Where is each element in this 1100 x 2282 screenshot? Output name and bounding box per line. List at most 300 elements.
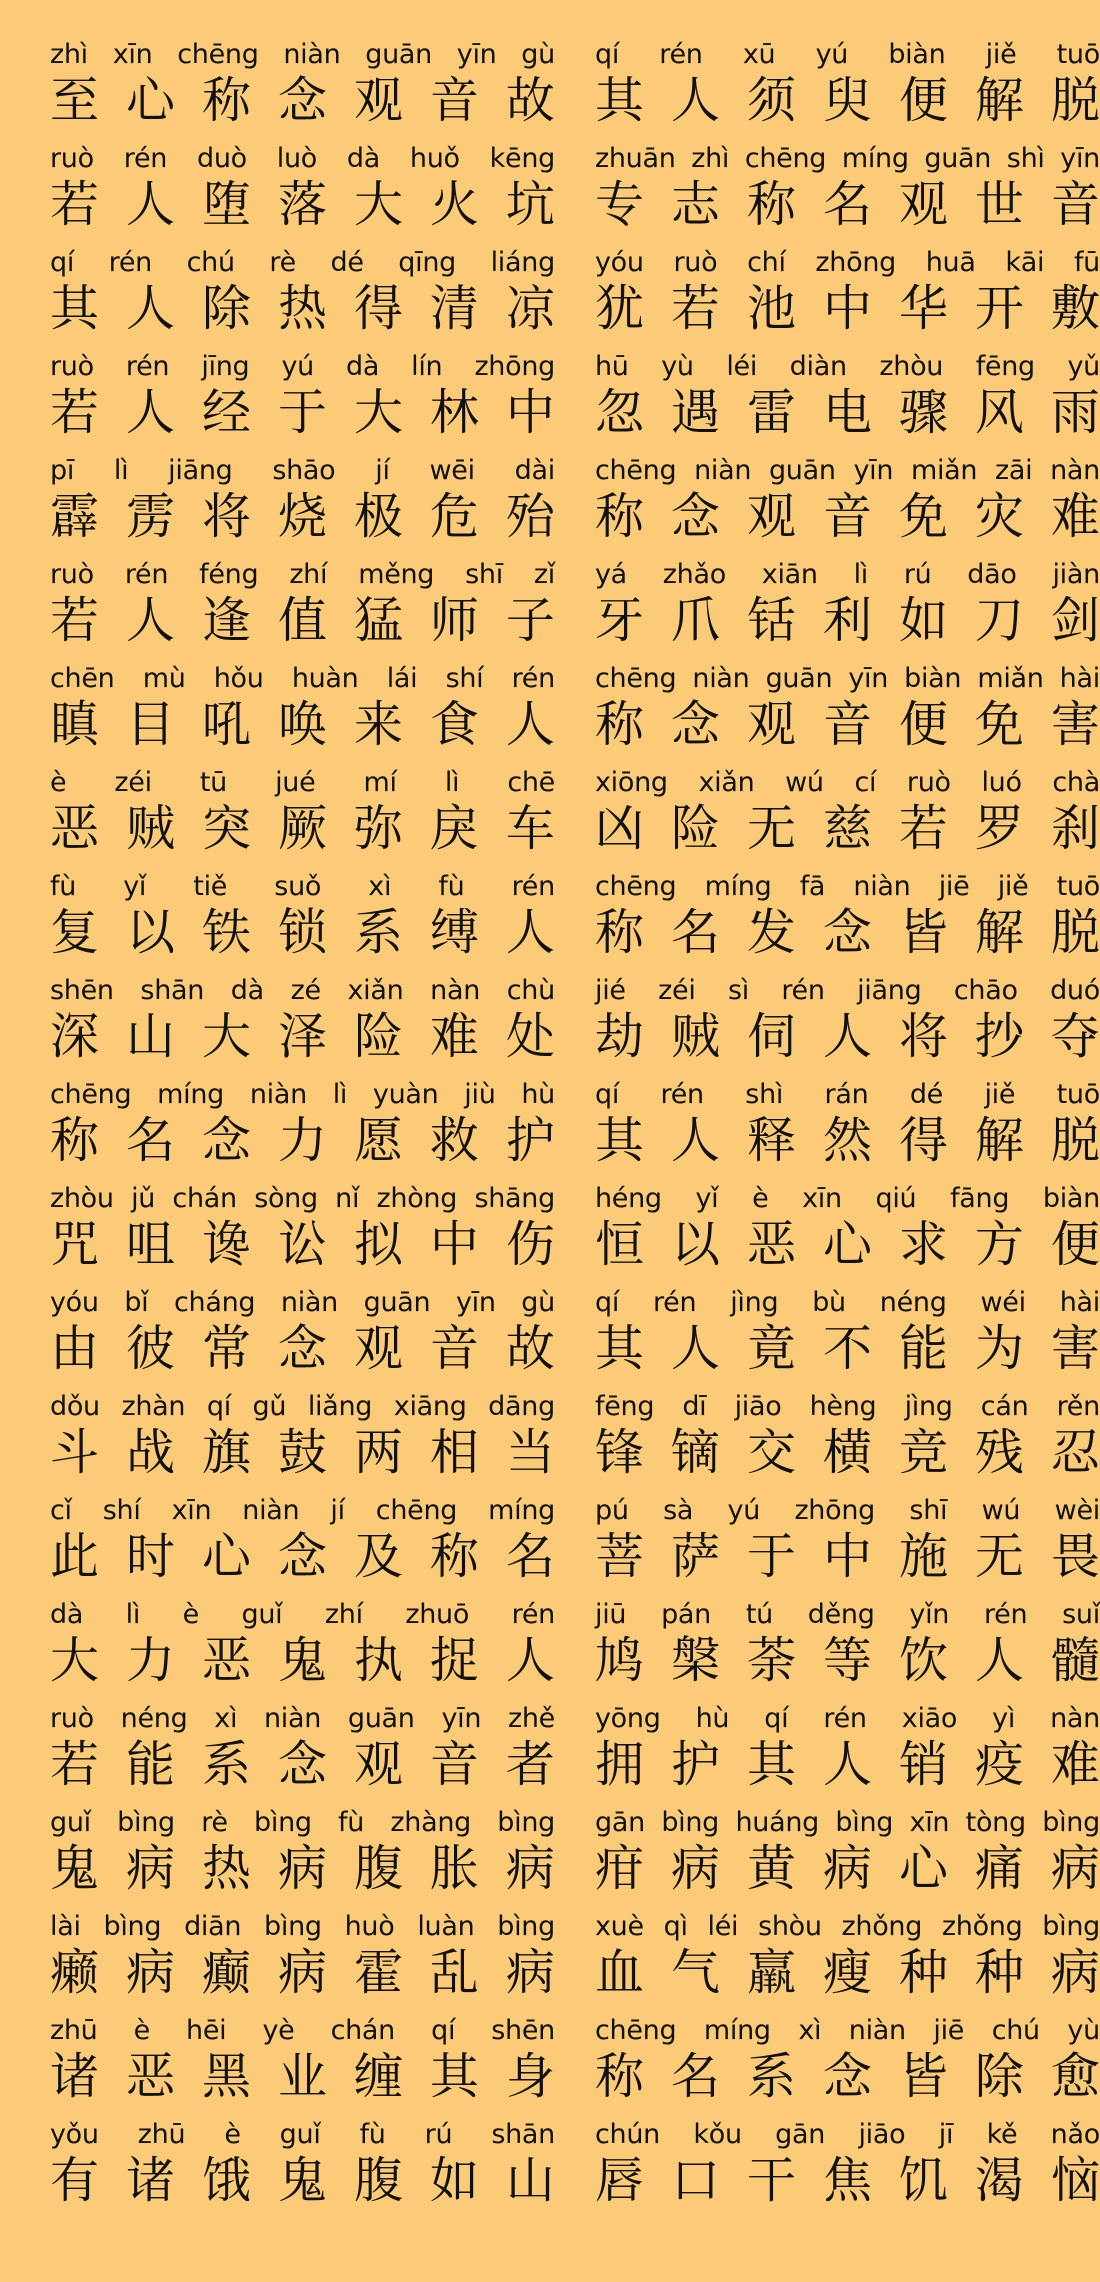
- hanzi-character: 于: [746, 1528, 796, 1585]
- pinyin-row: [595, 2118, 1100, 2152]
- verse-line: [595, 350, 1100, 454]
- pinyin-syllable: huáng: [735, 1807, 819, 1838]
- verse-line: [50, 2014, 555, 2118]
- pinyin-syllable: zhòng: [376, 1183, 458, 1214]
- hanzi-character: 能: [125, 1736, 175, 1793]
- hanzi-character: 铁: [201, 904, 251, 961]
- hanzi-character: 心: [125, 72, 175, 129]
- hanzi-character: 观: [746, 488, 796, 545]
- pinyin-syllable: chú: [186, 247, 235, 278]
- pinyin-syllable: rén: [660, 1079, 704, 1110]
- hanzi-row: [595, 1528, 1100, 1586]
- hanzi-character: 菩: [595, 1528, 645, 1585]
- pinyin-syllable: shí: [102, 1495, 141, 1526]
- pinyin-syllable: zhū: [137, 2119, 186, 2150]
- hanzi-character: 种: [974, 1944, 1024, 2001]
- pinyin-syllable: bǐ: [124, 1287, 149, 1318]
- hanzi-character: 病: [505, 1944, 555, 2001]
- hanzi-character: 其: [50, 280, 100, 337]
- pinyin-syllable: yóu: [50, 1287, 99, 1318]
- hanzi-row: [595, 2152, 1100, 2210]
- hanzi-character: 深: [50, 1008, 100, 1065]
- pinyin-syllable: cháng: [174, 1287, 256, 1318]
- verse-line: [50, 38, 555, 142]
- hanzi-row: [50, 592, 555, 650]
- hanzi-character: 疳: [595, 1840, 645, 1897]
- hanzi-row: [595, 1736, 1100, 1794]
- pinyin-syllable: guǐ: [279, 2119, 321, 2150]
- pinyin-syllable: chán: [330, 2015, 395, 2046]
- hanzi-character: 中: [822, 280, 872, 337]
- pinyin-syllable: cán: [980, 1391, 1029, 1422]
- pinyin-syllable: rén: [125, 351, 170, 382]
- hanzi-character: 池: [746, 280, 796, 337]
- pinyin-syllable: bìng: [254, 1807, 312, 1838]
- pinyin-syllable: shì: [1006, 143, 1045, 174]
- pinyin-syllable: shòu: [758, 1911, 822, 1942]
- hanzi-character: 若: [50, 1736, 100, 1793]
- pinyin-syllable: yè: [262, 2015, 295, 2046]
- pinyin-syllable: yú: [281, 351, 314, 382]
- pinyin-syllable: dài: [514, 455, 555, 486]
- pinyin-syllable: yīn: [441, 1703, 482, 1734]
- pinyin-syllable: luò: [276, 143, 318, 174]
- pinyin-syllable: yóu: [595, 247, 644, 278]
- pinyin-syllable: luàn: [417, 1911, 475, 1942]
- hanzi-character: 如: [429, 2152, 479, 2209]
- pinyin-syllable: bù: [812, 1287, 846, 1318]
- hanzi-character: 戾: [429, 800, 479, 857]
- pinyin-syllable: xì: [214, 1703, 238, 1734]
- verse-line: [50, 1286, 555, 1390]
- pinyin-syllable: dǒu: [50, 1391, 100, 1422]
- hanzi-character: 音: [429, 72, 479, 129]
- hanzi-character: 谗: [201, 1216, 251, 1273]
- pinyin-syllable: chēng: [595, 663, 677, 694]
- pinyin-row: [595, 662, 1100, 696]
- hanzi-character: 无: [974, 1528, 1024, 1585]
- pinyin-syllable: ruò: [50, 1703, 94, 1734]
- hanzi-row: [50, 488, 555, 546]
- hanzi-row: [50, 384, 555, 442]
- hanzi-character: 人: [125, 592, 175, 649]
- hanzi-character: 战: [125, 1424, 175, 1481]
- hanzi-character: 鬼: [277, 1632, 327, 1689]
- hanzi-character: 常: [201, 1320, 251, 1377]
- hanzi-character: 病: [125, 1944, 175, 2001]
- pinyin-syllable: rén: [511, 663, 555, 694]
- hanzi-character: 力: [277, 1112, 327, 1169]
- pinyin-syllable: rén: [983, 1599, 1028, 1630]
- pinyin-syllable: xiǎn: [347, 975, 404, 1006]
- pinyin-syllable: qí: [50, 247, 75, 278]
- hanzi-character: 大: [50, 1632, 100, 1689]
- pinyin-syllable: xīn: [802, 1183, 842, 1214]
- verse-line: [50, 1910, 555, 2014]
- pinyin-syllable: zhì: [691, 143, 730, 174]
- pinyin-syllable: zhí: [324, 1599, 363, 1630]
- pinyin-syllable: nǎo: [1050, 2119, 1100, 2150]
- hanzi-character: 相: [429, 1424, 479, 1481]
- hanzi-character: 雷: [746, 384, 796, 441]
- hanzi-character: 恶: [125, 2048, 175, 2105]
- pinyin-syllable: qí: [595, 1079, 620, 1110]
- hanzi-character: 霍: [353, 1944, 403, 2001]
- hanzi-character: 称: [201, 72, 251, 129]
- verse-line: [50, 662, 555, 766]
- hanzi-row: [595, 384, 1100, 442]
- verse-line: [50, 1598, 555, 1702]
- pinyin-syllable: míng: [841, 143, 909, 174]
- hanzi-character: 坑: [505, 176, 555, 233]
- hanzi-row: [50, 176, 555, 234]
- pinyin-syllable: sòng: [254, 1183, 318, 1214]
- hanzi-character: 爪: [670, 592, 720, 649]
- pinyin-syllable: míng: [703, 2015, 771, 2046]
- hanzi-character: 吼: [201, 696, 251, 753]
- pinyin-syllable: zhě: [507, 1703, 555, 1734]
- hanzi-character: 厥: [277, 800, 327, 857]
- hanzi-row: [595, 1424, 1100, 1482]
- pinyin-syllable: chù: [506, 975, 555, 1006]
- hanzi-character: 称: [595, 904, 645, 961]
- pinyin-syllable: yīn: [455, 1287, 496, 1318]
- pinyin-syllable: shān: [491, 2119, 555, 2150]
- pinyin-syllable: jiě: [984, 1079, 1016, 1110]
- hanzi-character: 饿: [201, 2152, 251, 2209]
- pinyin-row: [595, 1078, 1100, 1112]
- pinyin-syllable: tuō: [1056, 871, 1100, 902]
- hanzi-character: 泽: [277, 1008, 327, 1065]
- hanzi-character: 观: [746, 696, 796, 753]
- pinyin-syllable: niàn: [283, 39, 341, 70]
- pinyin-row: [595, 454, 1100, 488]
- hanzi-character: 犹: [595, 280, 645, 337]
- hanzi-row: [595, 1944, 1100, 2002]
- pinyin-row: [595, 1286, 1100, 1320]
- pinyin-syllable: jí: [330, 1495, 345, 1526]
- hanzi-character: 遇: [670, 384, 720, 441]
- hanzi-character: 痛: [974, 1840, 1024, 1897]
- pinyin-syllable: huàn: [291, 663, 359, 694]
- hanzi-character: 人: [505, 904, 555, 961]
- hanzi-character: 槃: [670, 1632, 720, 1689]
- pinyin-row: [50, 558, 555, 592]
- hanzi-character: 殆: [505, 488, 555, 545]
- pinyin-syllable: zāi: [995, 455, 1033, 486]
- pinyin-row: [595, 350, 1100, 384]
- pinyin-syllable: gān: [595, 1807, 645, 1838]
- hanzi-row: [595, 696, 1100, 754]
- hanzi-character: 慈: [822, 800, 872, 857]
- hanzi-character: 脱: [1050, 72, 1100, 129]
- hanzi-row: [50, 280, 555, 338]
- pinyin-row: [50, 1390, 555, 1424]
- pinyin-syllable: tuō: [1056, 1079, 1100, 1110]
- pinyin-syllable: è: [50, 767, 67, 798]
- hanzi-character: 护: [505, 1112, 555, 1169]
- hanzi-character: 旗: [201, 1424, 251, 1481]
- hanzi-character: 称: [595, 696, 645, 753]
- pinyin-syllable: xì: [368, 871, 392, 902]
- hanzi-character: 愈: [1050, 2048, 1100, 2105]
- pinyin-syllable: rén: [659, 39, 703, 70]
- hanzi-character: 为: [974, 1320, 1024, 1377]
- hanzi-character: 至: [50, 72, 100, 129]
- pinyin-syllable: suǒ: [274, 871, 322, 902]
- hanzi-character: 恶: [746, 1216, 796, 1273]
- hanzi-character: 缠: [353, 2048, 403, 2105]
- pinyin-syllable: dà: [230, 975, 264, 1006]
- hanzi-character: 山: [125, 1008, 175, 1065]
- verse-line: [595, 1390, 1100, 1494]
- hanzi-character: 便: [898, 72, 948, 129]
- hanzi-character: 两: [353, 1424, 403, 1481]
- hanzi-row: [595, 1008, 1100, 1066]
- verse-line: [50, 974, 555, 1078]
- hanzi-character: 胀: [429, 1840, 479, 1897]
- pinyin-syllable: è: [224, 2119, 241, 2150]
- pinyin-syllable: xiāng: [393, 1391, 467, 1422]
- hanzi-row: [595, 488, 1100, 546]
- hanzi-character: 鸠: [595, 1632, 645, 1689]
- pinyin-syllable: jiàn: [1052, 559, 1100, 590]
- hanzi-character: 人: [670, 72, 720, 129]
- pinyin-syllable: guān: [765, 663, 833, 694]
- pinyin-syllable: nàn: [430, 975, 481, 1006]
- pinyin-row: [50, 1806, 555, 1840]
- hanzi-character: 专: [595, 176, 645, 233]
- pinyin-syllable: xīn: [112, 39, 153, 70]
- pinyin-syllable: hēi: [186, 2015, 227, 2046]
- pinyin-syllable: cí: [854, 767, 877, 798]
- pinyin-row: [50, 870, 555, 904]
- hanzi-row: [50, 72, 555, 130]
- pinyin-syllable: pú: [595, 1495, 629, 1526]
- pinyin-syllable: gù: [521, 1287, 555, 1318]
- pinyin-syllable: nǐ: [335, 1183, 360, 1214]
- verse-line: [50, 1806, 555, 1910]
- pinyin-syllable: hǒu: [213, 663, 264, 694]
- hanzi-character: 人: [125, 384, 175, 441]
- hanzi-character: 发: [746, 904, 796, 961]
- hanzi-character: 人: [505, 1632, 555, 1689]
- pinyin-syllable: ruò: [673, 247, 718, 278]
- hanzi-character: 灾: [974, 488, 1024, 545]
- pinyin-syllable: rén: [124, 559, 169, 590]
- pinyin-syllable: fù: [338, 1807, 365, 1838]
- pinyin-syllable: dé: [330, 247, 364, 278]
- pinyin-syllable: biàn: [1042, 1183, 1100, 1214]
- hanzi-character: 清: [429, 280, 479, 337]
- hanzi-character: 音: [429, 1736, 479, 1793]
- hanzi-character: 林: [429, 384, 479, 441]
- pinyin-syllable: niàn: [853, 871, 911, 902]
- hanzi-character: 能: [898, 1320, 948, 1377]
- pinyin-syllable: chēn: [50, 663, 115, 694]
- hanzi-character: 恒: [595, 1216, 645, 1273]
- pinyin-syllable: rán: [824, 1079, 869, 1110]
- pinyin-syllable: jiě: [997, 871, 1029, 902]
- hanzi-character: 山: [505, 2152, 555, 2209]
- pinyin-syllable: léi: [726, 351, 758, 382]
- hanzi-character: 称: [50, 1112, 100, 1169]
- hanzi-character: 畏: [1050, 1528, 1100, 1585]
- hanzi-character: 雨: [1050, 384, 1100, 441]
- pinyin-syllable: zhǒng: [941, 1911, 1023, 1942]
- verse-line: [595, 1598, 1100, 1702]
- hanzi-character: 诸: [50, 2048, 100, 2105]
- pinyin-syllable: míng: [157, 1079, 224, 1110]
- pinyin-row: [595, 1806, 1100, 1840]
- hanzi-row: [595, 280, 1100, 338]
- pinyin-syllable: bìng: [497, 1807, 555, 1838]
- pinyin-row: [595, 1182, 1100, 1216]
- pinyin-row: [50, 2014, 555, 2048]
- hanzi-row: [50, 1528, 555, 1586]
- pinyin-syllable: tiě: [193, 871, 228, 902]
- pinyin-syllable: liǎng: [307, 1391, 373, 1422]
- pinyin-syllable: míng: [704, 871, 772, 902]
- pinyin-syllable: kǒu: [693, 2119, 742, 2150]
- hanzi-character: 及: [353, 1528, 403, 1585]
- pinyin-syllable: wú: [785, 767, 824, 798]
- verse-line: [595, 1806, 1100, 1910]
- hanzi-character: 凶: [595, 800, 645, 857]
- hanzi-character: 病: [125, 1840, 175, 1897]
- hanzi-row: [595, 1320, 1100, 1378]
- pinyin-row: [595, 766, 1100, 800]
- pinyin-row: [50, 1702, 555, 1736]
- hanzi-character: 其: [595, 1112, 645, 1169]
- pinyin-syllable: jiāo: [858, 2119, 906, 2150]
- hanzi-character: 若: [50, 592, 100, 649]
- pinyin-syllable: tòng: [965, 1807, 1026, 1838]
- hanzi-character: 横: [822, 1424, 872, 1481]
- pinyin-syllable: rè: [269, 247, 296, 278]
- hanzi-character: 弥: [353, 800, 403, 857]
- pinyin-row: [50, 38, 555, 72]
- hanzi-row: [595, 800, 1100, 858]
- hanzi-character: 心: [898, 1840, 948, 1897]
- pinyin-syllable: hù: [521, 1079, 555, 1110]
- verse-line: [50, 2118, 555, 2222]
- pinyin-syllable: chán: [172, 1183, 237, 1214]
- pinyin-syllable: hū: [595, 351, 629, 382]
- pinyin-syllable: yīn: [1060, 143, 1100, 174]
- hanzi-character: 咀: [125, 1216, 175, 1273]
- pinyin-syllable: fù: [359, 2119, 386, 2150]
- pinyin-syllable: jué: [275, 767, 316, 798]
- pinyin-row: [50, 1910, 555, 1944]
- pinyin-syllable: bìng: [497, 1911, 555, 1942]
- pinyin-syllable: rén: [511, 1599, 555, 1630]
- verse-line: [595, 766, 1100, 870]
- pinyin-syllable: zhì: [50, 39, 88, 70]
- pinyin-syllable: bìng: [264, 1911, 322, 1942]
- pinyin-syllable: jìng: [904, 1391, 953, 1422]
- pinyin-syllable: dà: [346, 143, 381, 174]
- pinyin-syllable: niàn: [242, 1495, 300, 1526]
- pinyin-syllable: qì: [663, 1911, 688, 1942]
- pinyin-syllable: jīng: [201, 351, 250, 382]
- hanzi-row: [595, 72, 1100, 130]
- verse-line: [50, 1078, 555, 1182]
- hanzi-row: [595, 904, 1100, 962]
- pinyin-syllable: ruò: [906, 767, 951, 798]
- hanzi-character: 害: [1050, 1320, 1100, 1377]
- hanzi-character: 免: [898, 488, 948, 545]
- hanzi-character: 救: [429, 1112, 479, 1169]
- hanzi-character: 交: [746, 1424, 796, 1481]
- pinyin-syllable: cǐ: [50, 1495, 72, 1526]
- hanzi-character: 复: [50, 904, 100, 961]
- hanzi-character: 称: [429, 1528, 479, 1585]
- pinyin-syllable: shān: [140, 975, 205, 1006]
- pinyin-syllable: chēng: [744, 143, 827, 174]
- verse-line: [50, 454, 555, 558]
- pinyin-syllable: bìng: [661, 1807, 720, 1838]
- pinyin-syllable: fū: [1073, 247, 1100, 278]
- hanzi-character: 方: [974, 1216, 1024, 1273]
- pinyin-syllable: bìng: [117, 1807, 175, 1838]
- hanzi-row: [595, 1632, 1100, 1690]
- pinyin-syllable: diān: [184, 1911, 242, 1942]
- pinyin-syllable: yǐ: [123, 871, 147, 902]
- pinyin-syllable: sà: [663, 1495, 694, 1526]
- pinyin-syllable: tuō: [1056, 39, 1100, 70]
- hanzi-character: 竟: [746, 1320, 796, 1377]
- hanzi-character: 解: [974, 72, 1024, 129]
- pinyin-syllable: zhōng: [794, 1495, 875, 1526]
- hanzi-character: 念: [822, 904, 872, 961]
- verse-line: [595, 1494, 1100, 1598]
- hanzi-character: 伺: [746, 1008, 796, 1065]
- verse-line: [595, 1702, 1100, 1806]
- pinyin-syllable: pī: [50, 455, 75, 486]
- verse-line: [50, 1390, 555, 1494]
- hanzi-character: 若: [670, 280, 720, 337]
- hanzi-character: 免: [974, 696, 1024, 753]
- pinyin-syllable: jī: [938, 2119, 954, 2150]
- hanzi-character: 子: [505, 592, 555, 649]
- pinyin-syllable: rěn: [1056, 1391, 1100, 1422]
- hanzi-character: 除: [201, 280, 251, 337]
- hanzi-character: 名: [670, 904, 720, 961]
- pinyin-syllable: xiōng: [595, 767, 668, 798]
- pinyin-row: [50, 1286, 555, 1320]
- hanzi-character: 其: [595, 72, 645, 129]
- hanzi-character: 讼: [277, 1216, 327, 1273]
- hanzi-character: 得: [353, 280, 403, 337]
- hanzi-character: 除: [974, 2048, 1024, 2105]
- pinyin-syllable: hài: [1059, 1287, 1100, 1318]
- verse-line: [595, 870, 1100, 974]
- hanzi-character: 人: [974, 1632, 1024, 1689]
- pinyin-syllable: fēng: [975, 351, 1035, 382]
- pinyin-syllable: chē: [507, 767, 555, 798]
- hanzi-row: [50, 800, 555, 858]
- pinyin-syllable: chí: [747, 247, 786, 278]
- hanzi-character: 疫: [974, 1736, 1024, 1793]
- pinyin-syllable: fù: [438, 871, 465, 902]
- hanzi-character: 故: [505, 1320, 555, 1377]
- hanzi-character: 伤: [505, 1216, 555, 1273]
- pinyin-syllable: chēng: [595, 455, 677, 486]
- hanzi-character: 髓: [1050, 1632, 1100, 1689]
- pinyin-syllable: yǒu: [50, 2119, 99, 2150]
- pinyin-syllable: hài: [1059, 663, 1100, 694]
